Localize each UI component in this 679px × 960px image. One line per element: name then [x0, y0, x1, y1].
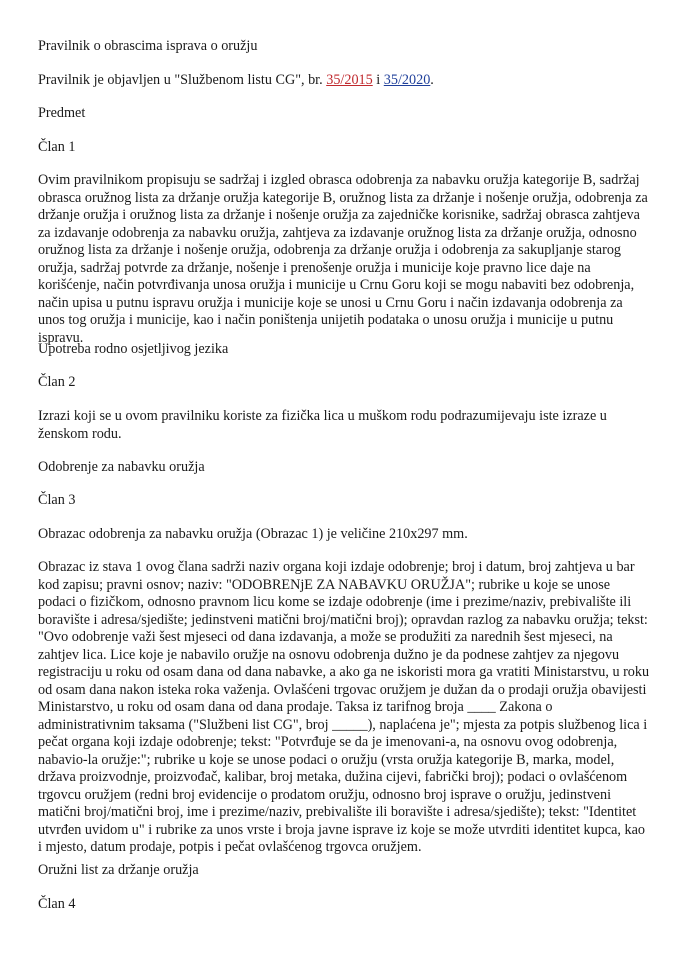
publication-separator: i	[372, 72, 384, 88]
article-3-paragraph-2: Obrazac iz stava 1 ovog člana sadrži naziv organa koji izdaje odobrenje; broj i datum, broj zahtjeva u bar kod zapisu; pravni osnov; naziv: "ODOBRENjE ZA NABAVKU ORUŽJA"; rubrike u koje se unose podaci o fizičkom, odnosno pravnom licu kome se izdaje odobrenje (ime i prezime/naziv, prebivalište ili boravište i adresa/sjedište; jedinstveni matični broj/matični broj); opravdan razlog za nabavku oružja; tekst: "Ovo odobrenje važi šest mjeseci od dana izdavanja, a može se produžiti za narednih šest mjeseci, na zahtjev lica. Lice koje je nabavilo oružje na osnovu odobrenja dužno je da podnese zahtjev za njegovu registraciju u roku od osam dana od dana nabavke, a ako ga ne iskoristi mora ga vratiti Ministarstvu, u roku od osam dana nakon isteka roka važenja. Ovlašćeni trgovac oružjem je dužan da o prodaji oružja obavijesti Ministarstvo, u roku od osam dana od dana prodaje. Taksa iz tarifnog broja ____ Zakona o administrativnim taksama ("Službeni list CG", broj _____), naplaćena je"; mjesta za potpis službenog lica i pečat organa koji izdaje odobrenje; tekst: "Potvrđuje se da je imenovani-a, na osnovu ovog odobrenja, nabavio-la oružje:"; rubrike u koje se unose podaci o oružju (vrsta oružja kategorije B, marka, model, država proizvodnje, proizvođač, kalibar, broj metaka, dužina cijevi, fabrički broj); podaci o ovlašćenom trgovcu oružjem (redni broj evidencije o prodatom oružju, odnosno broj isprave o oružju, jedinstveni matični broj/matični broj, ime i prezime/naziv, prebivalište ili boravište i adresa/sjedište); tekst: "Identitet utvrđen uvidom u" i rubrike za unos vrste i broja javne isprave iz koje se može utvrditi identitet kupca, kao i mjesto, datum prodaje, potpis i pečat ovlašćenog trgovca oružjem.	[38, 559, 650, 855]
publication-suffix: .	[430, 72, 434, 88]
article-1-heading: Član 1	[38, 139, 76, 155]
publication-prefix: Pravilnik je objavljen u "Službenom listu CG", br.	[38, 72, 327, 88]
gazette-link-2015[interactable]: 35/2015	[326, 72, 373, 88]
article-2-heading: Član 2	[38, 374, 76, 390]
article-3-heading: Član 3	[38, 492, 76, 508]
section-heading-purchase-approval: Odobrenje za nabavku oružja	[38, 459, 205, 475]
section-heading-weapon-license: Oružni list za držanje oružja	[38, 862, 199, 878]
publication-note	[38, 72, 650, 90]
article-4-heading: Član 4	[38, 896, 76, 912]
article-3-paragraph-1: Obrazac odobrenja za nabavku oružja (Obrazac 1) je veličine 210x297 mm.	[38, 526, 468, 542]
article-1-text: Ovim pravilnikom propisuju se sadržaj i izgled obrasca odobrenja za nabavku oružja kategorije B, sadržaj obrasca oružnog lista za držanje oružja kategorije B, oružnog lista za držanje i nošenje oružja, odobrenja za držanje oružja i oružnog lista za držanje i nošenje oružja za zajedničke korisnike, sadržaj obrasca zahtjeva za izdavanje odobrenja za nabavku oružja, zahtjeva za izdavanje oružnog lista za držanje oružja, odnosno oružnog lista za držanje i nošenje oružja, odobrenja za držanje oružja i odobrenja za sakupljanje starog oružja, sadržaj potvrde za držanje, nošenje i prenošenje oružja i municije koje pravno lice daje na korišćenje, način potvrđivanja unosa oružja i municije u Crnu Goru koji se mogu nabaviti bez odobrenja, način upisa u putnu ispravu oružja i municije koje se unosi u Crnu Goru i način izdavanja odobrenja za unos tog oružja i municije, kao i način poništenja unijetih podataka o unosu oružja i municije u putnu ispravu.	[38, 172, 648, 346]
section-heading-predmet: Predmet	[38, 105, 86, 121]
section-heading-gender-language: Upotreba rodno osjetljivog jezika	[38, 341, 229, 357]
document-title: Pravilnik o obrascima isprava o oružju	[38, 38, 258, 54]
gazette-link-2020[interactable]: 35/2020	[383, 72, 431, 88]
article-2-text: Izrazi koji se u ovom pravilniku koriste za fizička lica u muškom rodu podrazumijevaju iste izraze u ženskom rodu.	[38, 408, 607, 442]
